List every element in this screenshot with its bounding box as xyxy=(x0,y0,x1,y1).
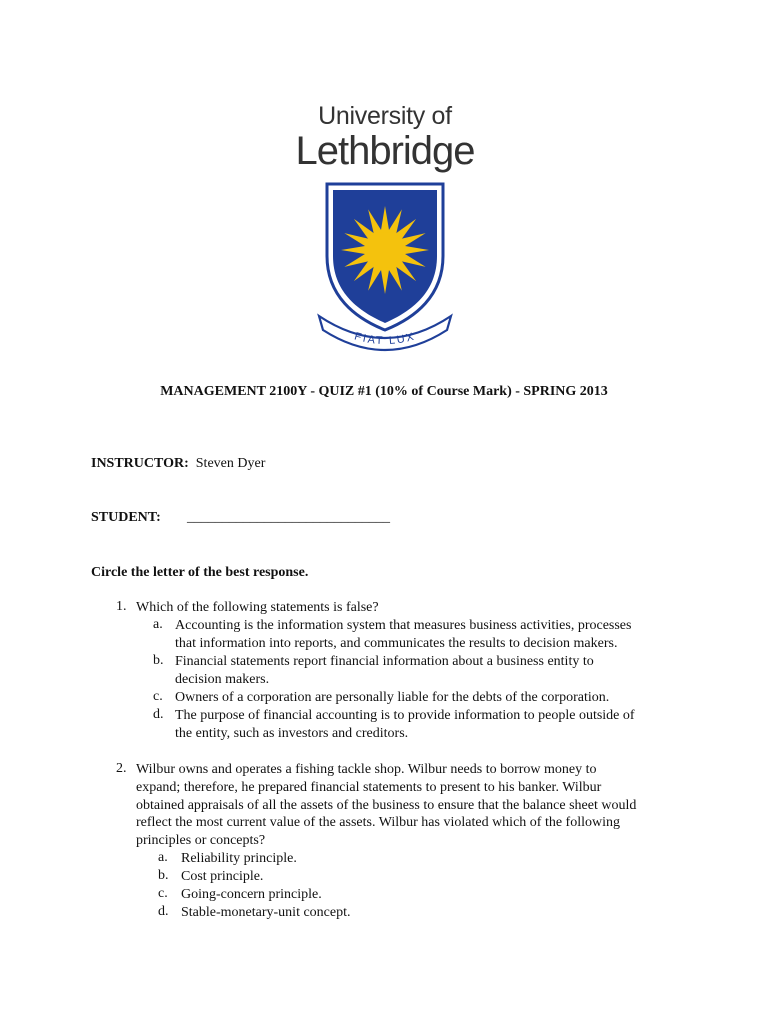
sun-icon xyxy=(341,206,429,294)
option-text: Cost principle. xyxy=(181,869,264,884)
option-text xyxy=(175,653,594,689)
question-text xyxy=(136,761,636,850)
instructor-line xyxy=(91,456,265,472)
option-text: Reliability principle. xyxy=(181,851,297,866)
option-text-line: decision makers. xyxy=(175,671,270,687)
option-letter[interactable]: d. xyxy=(158,904,169,919)
logo-line-lethbridge: Lethbridge xyxy=(295,129,475,173)
option-letter[interactable]: c. xyxy=(153,689,163,704)
option-letter[interactable]: b. xyxy=(158,868,169,883)
question-text-line: obtained appraisals of all the assets of the business to ensure that the balance sheet would xyxy=(136,797,637,813)
option-text-line: The purpose of financial accounting is to provide information to people outside of xyxy=(175,708,635,723)
option-text xyxy=(175,707,635,743)
instructor-name: Steven Dyer xyxy=(195,456,266,471)
logo-line-university-of: University of xyxy=(318,102,452,130)
logo-motto: FIAT LUX xyxy=(353,330,417,348)
option-letter[interactable]: b. xyxy=(153,653,164,668)
option-text xyxy=(175,617,631,653)
option-text-line: Accounting is the information system that measures business activities, processes xyxy=(175,618,632,633)
question-text-line: reflect the most current value of the assets. Wilbur has violated which of the following xyxy=(136,815,620,831)
option-text-line: that information into reports, and communicates the results to decision makers. xyxy=(175,635,618,651)
option-letter[interactable]: d. xyxy=(153,707,164,722)
student-label: STUDENT: xyxy=(91,510,161,525)
option-letter[interactable]: a. xyxy=(153,617,163,632)
option-text: Going-concern principle. xyxy=(181,887,322,902)
university-logo xyxy=(290,104,480,354)
option-text-line: Owners of a corporation are personally liable for the debts of the corporation. xyxy=(175,690,610,705)
question-text-line: expand; therefore, he prepared financial statements to present to his banker. Wilbur xyxy=(136,779,602,795)
option-text: Stable-monetary-unit concept. xyxy=(181,905,351,920)
option-text-line: Financial statements report financial information about a business entity to xyxy=(175,654,594,669)
question-text-line: Which of the following statements is false? xyxy=(136,600,379,615)
instructions: Circle the letter of the best response. xyxy=(91,565,309,580)
question-text-line: Wilbur owns and operates a fishing tackle shop. Wilbur needs to borrow money to xyxy=(136,762,597,777)
option-letter[interactable]: a. xyxy=(158,850,168,865)
question-number: 1. xyxy=(116,599,127,614)
option-letter[interactable]: c. xyxy=(158,886,168,901)
student-line xyxy=(91,510,390,526)
quiz-title: MANAGEMENT 2100Y - QUIZ #1 (10% of Course Mark) - SPRING 2013 xyxy=(160,384,608,399)
student-name-blank[interactable]: _____________________________ xyxy=(187,510,390,525)
instructor-label: INSTRUCTOR: xyxy=(91,456,189,471)
question-text-line: principles or concepts? xyxy=(136,833,266,849)
logo-wordmark xyxy=(290,104,480,171)
question-text xyxy=(136,599,379,617)
option-text xyxy=(175,689,609,707)
question-number: 2. xyxy=(116,761,127,776)
option-text-line: the entity, such as investors and creditors. xyxy=(175,725,409,741)
crest-icon xyxy=(315,178,455,354)
